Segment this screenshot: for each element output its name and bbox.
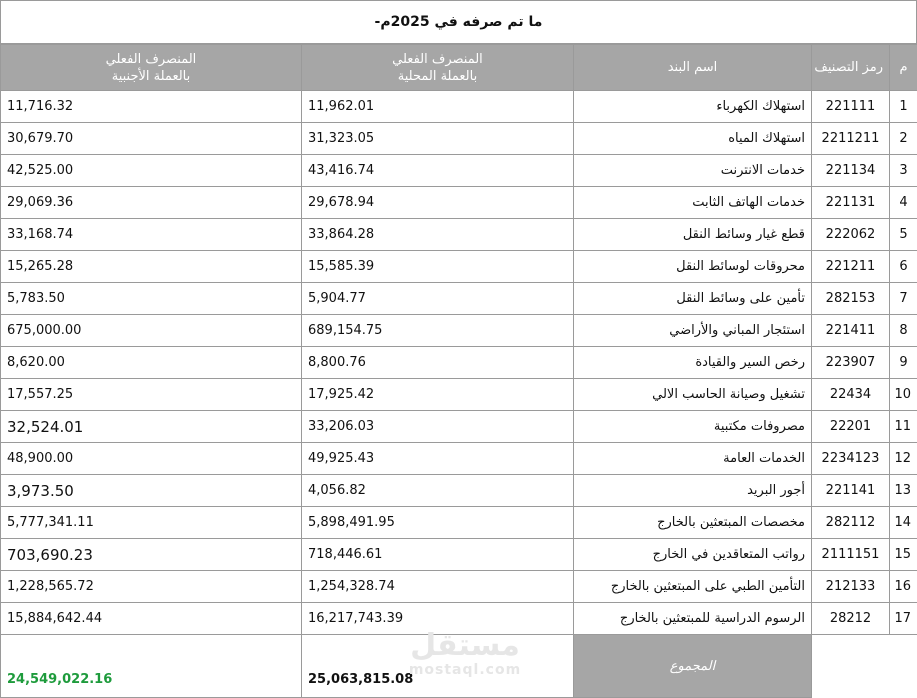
row-foreign-amount: 5,777,341.11	[1, 507, 302, 539]
col-header-index: م	[890, 45, 917, 91]
row-local-amount: 43,416.74	[302, 155, 574, 187]
row-local-amount: 29,678.94	[302, 187, 574, 219]
col-header-foreign-line2: بالعملة الأجنبية	[7, 68, 295, 85]
watermark-arabic: مستقل	[395, 630, 535, 662]
row-code: 212133	[812, 571, 890, 603]
table-row	[1, 315, 917, 347]
row-index: 8	[890, 315, 917, 347]
col-header-name: اسم البند	[574, 45, 812, 91]
row-foreign-amount: 3,973.50	[1, 475, 302, 507]
header-row	[1, 45, 917, 91]
row-item-name: الخدمات العامة	[574, 443, 812, 475]
row-foreign-amount: 29,069.36	[1, 187, 302, 219]
row-foreign-amount: 48,900.00	[1, 443, 302, 475]
col-header-local-line2: بالعملة المحلية	[308, 68, 567, 85]
row-code: 221111	[812, 91, 890, 123]
row-code: 221134	[812, 155, 890, 187]
total-local-amount: 25,063,815.08	[302, 635, 574, 698]
row-code: 22201	[812, 411, 890, 443]
row-item-name: تشغيل وصيانة الحاسب الالي	[574, 379, 812, 411]
row-foreign-amount: 42,525.00	[1, 155, 302, 187]
row-index: 10	[890, 379, 917, 411]
row-item-name: محروقات لوسائط النقل	[574, 251, 812, 283]
row-local-amount: 8,800.76	[302, 347, 574, 379]
row-foreign-amount: 15,265.28	[1, 251, 302, 283]
row-foreign-amount: 11,716.32	[1, 91, 302, 123]
row-code: 282112	[812, 507, 890, 539]
sheet-title: ما تم صرفه في 2025م-	[0, 0, 917, 44]
row-local-amount: 49,925.43	[302, 443, 574, 475]
row-code: 2211211	[812, 123, 890, 155]
row-item-name: استئجار المباني والأراضي	[574, 315, 812, 347]
row-index: 4	[890, 187, 917, 219]
row-local-amount: 5,904.77	[302, 283, 574, 315]
row-item-name: استهلاك الكهرباء	[574, 91, 812, 123]
row-item-name: خدمات الانترنت	[574, 155, 812, 187]
row-item-name: تأمين على وسائط النقل	[574, 283, 812, 315]
row-index: 15	[890, 539, 917, 571]
row-item-name: مصروفات مكتبية	[574, 411, 812, 443]
row-item-name: قطع غيار وسائط النقل	[574, 219, 812, 251]
row-index: 5	[890, 219, 917, 251]
table-row	[1, 411, 917, 443]
row-item-name: استهلاك المياه	[574, 123, 812, 155]
row-local-amount: 31,323.05	[302, 123, 574, 155]
row-foreign-amount: 5,783.50	[1, 283, 302, 315]
table-row	[1, 379, 917, 411]
total-label: المجموع	[574, 635, 812, 698]
row-foreign-amount: 32,524.01	[1, 411, 302, 443]
row-index: 3	[890, 155, 917, 187]
total-blank-cell	[812, 635, 890, 698]
table-row	[1, 571, 917, 603]
row-local-amount: 689,154.75	[302, 315, 574, 347]
row-local-amount: 15,585.39	[302, 251, 574, 283]
table-row	[1, 603, 917, 635]
row-item-name: التأمين الطبي على المبتعثين بالخارج	[574, 571, 812, 603]
col-header-code: رمز التصنيف	[812, 45, 890, 91]
row-local-amount: 33,206.03	[302, 411, 574, 443]
row-foreign-amount: 8,620.00	[1, 347, 302, 379]
table-row	[1, 347, 917, 379]
row-code: 223907	[812, 347, 890, 379]
row-code: 22434	[812, 379, 890, 411]
row-foreign-amount: 33,168.74	[1, 219, 302, 251]
col-header-foreign-line1: المنصرف الفعلي	[7, 51, 295, 68]
row-index: 1	[890, 91, 917, 123]
row-code: 221211	[812, 251, 890, 283]
row-code: 282153	[812, 283, 890, 315]
row-code: 2111151	[812, 539, 890, 571]
total-row	[1, 635, 917, 698]
row-local-amount: 4,056.82	[302, 475, 574, 507]
col-header-local	[302, 45, 574, 91]
row-item-name: خدمات الهاتف الثابت	[574, 187, 812, 219]
col-header-local-line1: المنصرف الفعلي	[308, 51, 567, 68]
row-code: 222062	[812, 219, 890, 251]
total-foreign-amount: 24,549,022.16	[1, 635, 302, 698]
row-index: 12	[890, 443, 917, 475]
row-code: 221141	[812, 475, 890, 507]
table-row	[1, 91, 917, 123]
row-index: 11	[890, 411, 917, 443]
watermark-latin: mostaql.com	[395, 662, 535, 678]
row-code: 2234123	[812, 443, 890, 475]
total-blank-cell	[890, 635, 917, 698]
row-index: 7	[890, 283, 917, 315]
row-index: 14	[890, 507, 917, 539]
row-item-name: رخص السير والقيادة	[574, 347, 812, 379]
row-code: 221131	[812, 187, 890, 219]
row-index: 13	[890, 475, 917, 507]
row-local-amount: 5,898,491.95	[302, 507, 574, 539]
row-foreign-amount: 675,000.00	[1, 315, 302, 347]
table-row	[1, 507, 917, 539]
row-local-amount: 11,962.01	[302, 91, 574, 123]
row-foreign-amount: 15,884,642.44	[1, 603, 302, 635]
row-index: 16	[890, 571, 917, 603]
row-local-amount: 33,864.28	[302, 219, 574, 251]
row-index: 2	[890, 123, 917, 155]
row-foreign-amount: 703,690.23	[1, 539, 302, 571]
table-body	[1, 91, 917, 698]
table-row	[1, 251, 917, 283]
row-index: 9	[890, 347, 917, 379]
col-header-foreign	[1, 45, 302, 91]
row-index: 6	[890, 251, 917, 283]
table-row	[1, 475, 917, 507]
row-item-name: مخصصات المبتعثين بالخارج	[574, 507, 812, 539]
table-row	[1, 443, 917, 475]
row-local-amount: 17,925.42	[302, 379, 574, 411]
row-foreign-amount: 30,679.70	[1, 123, 302, 155]
table-row	[1, 219, 917, 251]
row-code: 28212	[812, 603, 890, 635]
row-index: 17	[890, 603, 917, 635]
row-local-amount: 1,254,328.74	[302, 571, 574, 603]
row-code: 221411	[812, 315, 890, 347]
table-row	[1, 155, 917, 187]
row-local-amount: 16,217,743.39	[302, 603, 574, 635]
table-row	[1, 539, 917, 571]
table-row	[1, 123, 917, 155]
row-local-amount: 718,446.61	[302, 539, 574, 571]
row-item-name: الرسوم الدراسية للمبتعثين بالخارج	[574, 603, 812, 635]
expense-table	[0, 44, 917, 698]
table-row	[1, 283, 917, 315]
row-foreign-amount: 17,557.25	[1, 379, 302, 411]
row-item-name: أجور البريد	[574, 475, 812, 507]
row-foreign-amount: 1,228,565.72	[1, 571, 302, 603]
row-item-name: رواتب المتعاقدين في الخارج	[574, 539, 812, 571]
table-row	[1, 187, 917, 219]
